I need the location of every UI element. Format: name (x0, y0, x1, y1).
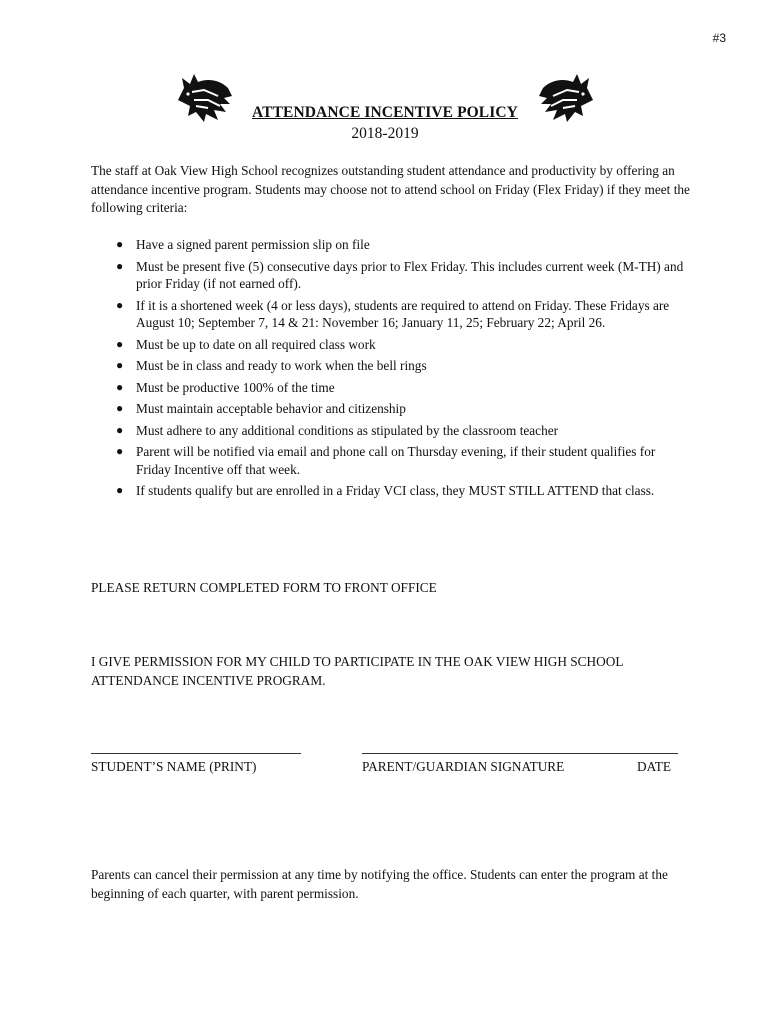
bullet-dot-icon: ● (116, 237, 124, 251)
bullet-dot-icon: ● (116, 483, 124, 497)
bullet-dot-icon: ● (116, 379, 124, 394)
criteria-item: ● Parent will be notified via email and phone call on Thursday evening, if their student qualifies for Friday Incentive off that week. (116, 444, 656, 477)
intro-paragraph: The staff at Oak View High School recognizes outstanding student attendance and productivity by offering an attendance incentive program. Students may choose not to attend school on Friday (Flex Friday) if they meet the following criteria: (91, 163, 690, 215)
policy-title: ATTENDANCE INCENTIVE POLICY (252, 104, 518, 121)
parent-signature-label: PARENT/GUARDIAN SIGNATURE (362, 759, 565, 774)
criteria-item: ● Must be up to date on all required class work (116, 336, 376, 352)
bullet-dot-icon: ● (116, 358, 124, 372)
criteria-item: ● If it is a shortened week (4 or less days), students are required to attend on Friday. These Fridays are August 10; September 7, 14 & 21: November 16; January 11, 25; February 22; April 26. (116, 297, 670, 330)
school-year: 2018-2019 (351, 125, 419, 142)
date-label: DATE (637, 759, 671, 774)
criteria-item: ● Have a signed parent permission slip on file (116, 237, 370, 252)
permission-statement: I GIVE PERMISSION FOR MY CHILD TO PARTICIPATE IN THE OAK VIEW HIGH SCHOOL ATTENDANCE INCENTIVE PROGRAM. (91, 654, 623, 688)
document-header (0, 70, 770, 150)
parent-signature-line[interactable] (362, 753, 678, 754)
bullet-dot-icon: ● (116, 422, 124, 437)
bullet-dot-icon: ● (116, 444, 124, 458)
criteria-list (91, 236, 691, 504)
return-form-note: PLEASE RETURN COMPLETED FORM TO FRONT OFFICE (91, 580, 437, 595)
bullet-dot-icon: ● (116, 401, 124, 415)
bullet-dot-icon: ● (116, 336, 124, 351)
criteria-item: ● If students qualify but are enrolled in a Friday VCI class, they MUST STILL ATTEND that class. (116, 483, 655, 498)
bullet-dot-icon: ● (116, 297, 124, 312)
student-name-label: STUDENT’S NAME (PRINT) (91, 759, 257, 774)
criteria-item: ● Must maintain acceptable behavior and citizenship (116, 401, 406, 416)
page-number: #3 (712, 31, 726, 45)
student-name-line[interactable] (91, 753, 301, 754)
cancel-permission-note: Parents can cancel their permission at any time by notifying the office. Students can enter the program at the beginning of each quarter, with parent permission. (91, 867, 668, 901)
criteria-item: ● Must be present five (5) consecutive days prior to Flex Friday. This includes current week (M-TH) and prior Friday (if not earned off). (116, 258, 684, 291)
criteria-item: ● Must adhere to any additional conditions as stipulated by the classroom teacher (116, 422, 559, 438)
criteria-item: ● Must be productive 100% of the time (116, 379, 335, 395)
criteria-item: ● Must be in class and ready to work when the bell rings (116, 358, 427, 373)
bullet-dot-icon: ● (116, 258, 124, 273)
